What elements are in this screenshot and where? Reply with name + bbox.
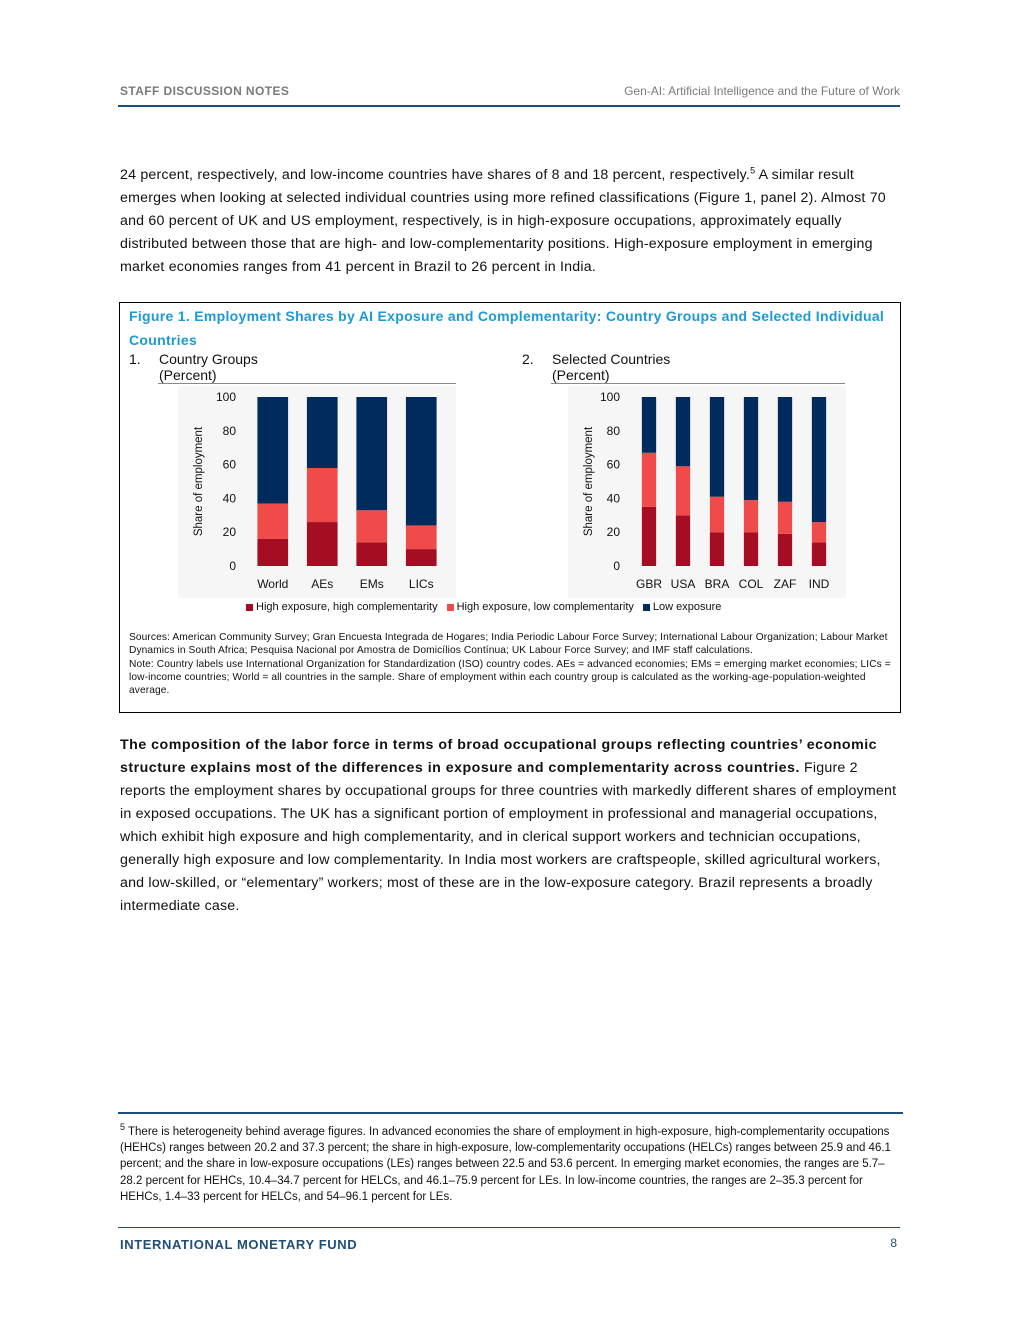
bar-segment-2 xyxy=(744,500,758,532)
bar-segment-3 xyxy=(744,397,758,500)
chart-legend xyxy=(246,601,726,613)
x-tick-label: IND xyxy=(808,577,830,591)
footer-rule xyxy=(118,1227,900,1228)
y-tick-label: 20 xyxy=(222,525,236,540)
bar-segment-2 xyxy=(710,497,724,532)
panel1-rule xyxy=(158,383,456,384)
paragraph-lead: The composition of the labor force in terms of broad occupational groups reflecting countries’ economic structure explains most of the differences in exposure and complementarity across countries. xyxy=(120,737,878,776)
x-tick-label: AEs xyxy=(311,577,334,591)
panel2-number: 2. xyxy=(522,351,534,367)
y-tick-label: 60 xyxy=(606,457,620,472)
bar-segment-1 xyxy=(356,542,387,566)
panel2-rule xyxy=(551,383,845,384)
body-paragraph-2 xyxy=(120,734,902,918)
panel1-number: 1. xyxy=(129,351,141,367)
page-number: 8 xyxy=(890,1236,897,1250)
panel1-label xyxy=(129,351,258,383)
y-tick-label: 40 xyxy=(606,491,620,506)
y-tick-label: 80 xyxy=(222,423,236,438)
panel1-unit: (Percent) xyxy=(159,367,217,383)
running-header-right: Gen-AI: Artificial Intelligence and the Future of Work xyxy=(624,84,900,98)
bar-segment-1 xyxy=(642,507,656,566)
bar-segment-2 xyxy=(812,522,826,542)
bar-segment-2 xyxy=(257,503,288,538)
y-tick-label: 40 xyxy=(222,491,236,506)
bar-segment-3 xyxy=(257,397,288,503)
figure-sources: Sources: American Community Survey; Gran Encuesta Integrada de Hogares; India Periodic Labour Force Survey; International Labour Organization; Labour Market Dynamics in South Africa; Pesquisa Nacional por Amostra de Domicílios Contínua; UK Labour Force Survey; and IMF staff calculations. xyxy=(129,632,888,657)
panel2-title: Selected Countries xyxy=(552,351,671,367)
y-tick-label: 80 xyxy=(606,423,620,438)
x-tick-label: ZAF xyxy=(773,577,797,591)
footnote-mark: 5 xyxy=(120,1122,126,1133)
bar-segment-1 xyxy=(257,539,288,566)
intro-text: 24 percent, respectively, and low-income countries have shares of 8 and 18 percent, respectively. xyxy=(120,167,751,183)
x-tick-label: LICs xyxy=(408,577,434,591)
x-tick-label: EMs xyxy=(359,577,384,591)
bar-segment-3 xyxy=(356,397,387,510)
bar-segment-3 xyxy=(710,397,724,497)
legend-item-hehc: High exposure, high complementarity xyxy=(246,601,438,613)
bar-segment-2 xyxy=(676,466,690,515)
footer-publisher: INTERNATIONAL MONETARY FUND xyxy=(120,1237,358,1252)
legend-swatch-helc xyxy=(447,604,454,611)
running-header-left: STAFF DISCUSSION NOTES xyxy=(120,84,290,98)
bar-segment-1 xyxy=(778,534,792,566)
bar-segment-3 xyxy=(812,397,826,522)
bar-segment-1 xyxy=(676,515,690,566)
y-tick-label: 100 xyxy=(599,390,620,404)
y-tick-label: 60 xyxy=(222,457,236,472)
chart-selected-countries xyxy=(568,386,846,598)
x-tick-label: COL xyxy=(738,577,764,591)
legend-item-helc: High exposure, low complementarity xyxy=(447,601,634,613)
chart-country-groups xyxy=(178,386,456,598)
bar-segment-3 xyxy=(406,397,437,525)
legend-swatch-le xyxy=(643,604,650,611)
intro-text-cont: A similar result emerges when looking at selected individual countries using more refined classifications (Figure 1, panel 2). Almost 70 and 60 percent of UK and US employment, respectively, is in high-exposure occupations, approximately equally distributed between those that are high- and low-complementarity positions. High-exposure employment in emerging market economies ranges from 41 percent in Brazil to 26 percent in India. xyxy=(120,167,886,275)
figure-title: Figure 1. Employment Shares by AI Exposure and Complementarity: Country Groups and Selected Individual Countries xyxy=(129,308,885,348)
bar-segment-1 xyxy=(406,549,437,566)
bar-segment-2 xyxy=(642,453,656,507)
x-tick-label: BRA xyxy=(704,577,730,591)
bar-segment-1 xyxy=(710,532,724,566)
x-tick-label: World xyxy=(257,577,289,591)
y-tick-label: 20 xyxy=(606,525,620,540)
panel1-title: Country Groups xyxy=(159,351,258,367)
footnote-ref[interactable]: 5 xyxy=(750,165,756,176)
bar-segment-2 xyxy=(356,510,387,542)
bar-segment-1 xyxy=(307,522,338,566)
y-tick-label: 100 xyxy=(215,390,236,404)
panel2-unit: (Percent) xyxy=(552,367,610,383)
y-axis-label: Share of employment xyxy=(583,426,595,537)
x-tick-label: GBR xyxy=(635,577,663,591)
header-rule xyxy=(118,105,900,107)
bar-segment-3 xyxy=(676,397,690,466)
bar-segment-3 xyxy=(642,397,656,453)
figure-notes xyxy=(129,631,893,697)
footnote-rule xyxy=(118,1112,903,1114)
y-tick-label: 0 xyxy=(229,559,236,573)
y-tick-label: 0 xyxy=(613,559,620,573)
y-axis-label: Share of employment xyxy=(193,426,205,537)
bar-segment-1 xyxy=(812,542,826,566)
bar-segment-2 xyxy=(307,468,338,522)
bar-segment-1 xyxy=(744,532,758,566)
intro-paragraph xyxy=(120,164,902,279)
x-tick-label: USA xyxy=(670,577,696,591)
bar-segment-2 xyxy=(406,525,437,549)
bar-segment-3 xyxy=(307,397,338,468)
bar-segment-2 xyxy=(778,502,792,534)
footnote-text: There is heterogeneity behind average figures. In advanced economies the share of employment in high-exposure, high-complementarity occupations (HEHCs) ranges between 20.2 and 37.3 percent; the share in high-exposure, low-complementarity occupations (HELCs) ranges between 25.9 and 46.1 percent; and the share in low-exposure occupations (LEs) ranges between 22.5 and 53.6 percent. In emerging market economies, the ranges are 5.7–28.2 percent for HEHCs, 10.4–34.7 percent for HELCs, and 46.1–75.9 percent for LEs. In low-income countries, the ranges are 2–35.3 percent for HEHCs, 1.4–33 percent for HELCs, and 54–96.1 percent for LEs. xyxy=(120,1126,891,1203)
footnote xyxy=(120,1124,900,1205)
figure-note: Note: Country labels use International Organization for Standardization (ISO) country codes. AEs = advanced economies; EMs = emerging market economies; LICs = low-income countries; World = all countries in the sample. Share of employment within each country group is calculated as the working-age-population-weighted average. xyxy=(129,658,891,697)
paragraph-body: Figure 2 reports the employment shares by occupational groups for three countries with markedly different shares of employment in exposed occupations. The UK has a significant portion of employment in professional and managerial occupations, which exhibit high exposure and high complementarity, and in clerical support workers and technician occupations, generally high exposure and low complementarity. In India most workers are craftspeople, skilled agricultural workers, and low-skilled, or “elementary” workers; most of these are in the low-exposure category. Brazil represents a broadly intermediate case. xyxy=(120,760,897,914)
bar-segment-3 xyxy=(778,397,792,502)
legend-item-le: Low exposure xyxy=(643,601,722,613)
legend-swatch-hehc xyxy=(246,604,253,611)
panel2-label xyxy=(522,351,670,383)
